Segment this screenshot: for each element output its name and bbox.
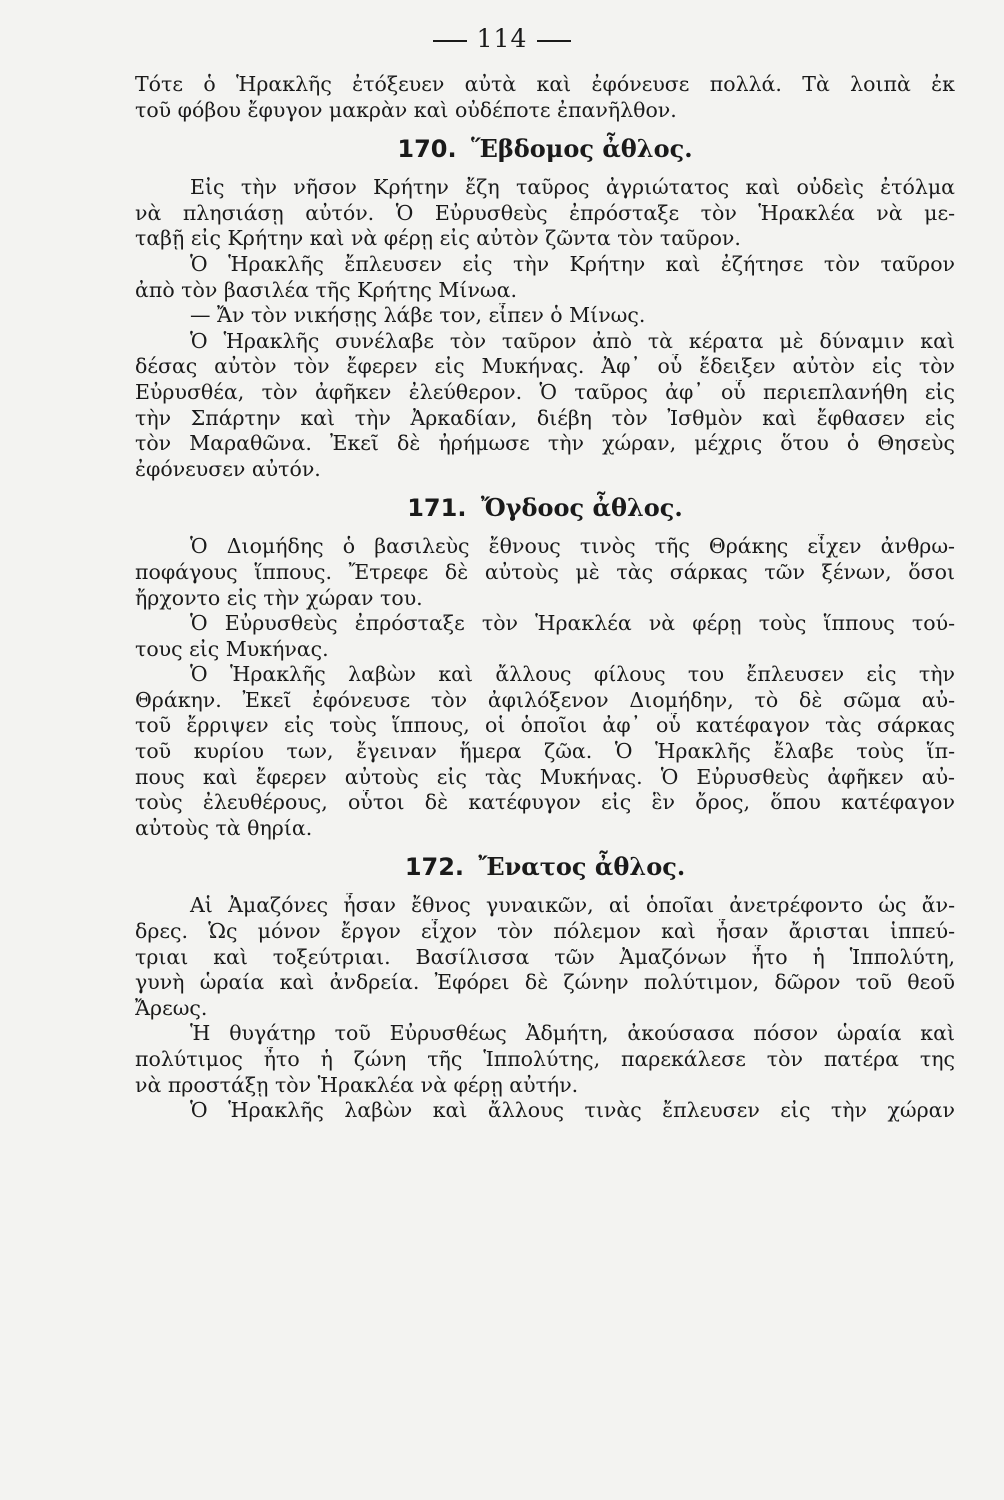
text-line: Ὁ Ἡρακλῆς λαβὼν καὶ ἄλλους φίλους του ἔπλευσεν εἰς τὴν: [190, 662, 955, 687]
text-line: πους καὶ ἔφερεν αὐτοὺς εἰς τὰς Μυκήνας. Ὁ Εὐρυσθεὺς ἀφῆκεν αὐ-: [135, 764, 955, 789]
text-line: τοῦ ἔρριψεν εἰς τοὺς ἵππους, οἱ ὁποῖοι ἀφ᾽ οὗ κατέφαγον τὰς σάρκας: [135, 713, 955, 738]
section-heading-170: [135, 123, 955, 175]
section-heading-171: [135, 482, 955, 534]
text-line: Θράκην. Ἐκεῖ ἐφόνευσε τὸν ἀφιλόξενον Διομήδην, τὸ δὲ σῶμα αὐ-: [135, 687, 955, 712]
text-line: τὸν Μαραθῶνα. Ἐκεῖ δὲ ἠρήμωσε τὴν χώραν, μέχρις ὅτου ὁ Θησεὺς: [135, 431, 955, 456]
text-line: Ὁ Εὐρυσθεὺς ἐπρόσταξε τὸν Ἡρακλέα νὰ φέρῃ τοὺς ἵππους τού-: [190, 611, 955, 636]
text-line: Εἰς τὴν νῆσον Κρήτην ἔζη ταῦρος ἀγριώτατος καὶ οὐδεὶς ἐτόλμα: [190, 175, 955, 200]
text-line: ταβῇ εἰς Κρήτην καὶ νὰ φέρῃ εἰς αὐτὸν ζῶντα τὸν ταῦρον.: [135, 226, 741, 251]
section-body-172: [135, 893, 955, 1123]
section-title: Ἔνατος ἆθλος.: [478, 852, 686, 882]
section-title: Ἕβδομος ἆθλος.: [470, 134, 693, 164]
section-number: 170.: [397, 135, 457, 164]
text-line: Εὐρυσθέα, τὸν ἀφῆκεν ἐλεύθερον. Ὁ ταῦρος ἀφ᾽ οὗ περιεπλανήθη εἰς: [135, 379, 955, 404]
text-line: Ὁ Ἡρακλῆς λαβὼν καὶ ἄλλους τινὰς ἔπλευσεν εἰς τὴν χώραν: [190, 1098, 955, 1123]
text-line: τὴν Σπάρτην καὶ τὴν Ἀρκαδίαν, διέβη τὸν Ἰσθμὸν καὶ ἔφθασεν εἰς: [135, 405, 955, 430]
section-body-170: [135, 175, 955, 482]
text-line: τοὺς ἐλευθέρους, οὗτοι δὲ κατέφυγον εἰς ἓν ὄρος, ὅπου κατέφαγον: [135, 790, 955, 815]
text-line: τριαι καὶ τοξεύτριαι. Βασίλισσα τῶν Ἀμαζόνων ἦτο ἡ Ἱππολύτη,: [135, 944, 955, 969]
section-heading-172: [135, 841, 955, 893]
text-line: Αἱ Ἀμαζόνες ἦσαν ἔθνος γυναικῶν, αἱ ὁποῖαι ἀνετρέφοντο ὡς ἄν-: [190, 893, 955, 918]
page-number: [0, 24, 1004, 53]
text-line: τοῦ φόβου ἔφυγον μακρὰν καὶ οὐδέποτε ἐπανῆλθον.: [135, 97, 677, 122]
text-line: γυνὴ ὡραία καὶ ἀνδρεία. Ἐφόρει δὲ ζώνην πολύτιμον, δῶρον τοῦ θεοῦ: [135, 970, 955, 995]
text-line: νὰ πλησιάσῃ αὐτόν. Ὁ Εὐρυσθεὺς ἐπρόσταξε τὸν Ἡρακλέα νὰ με-: [135, 200, 955, 225]
text-line: Τότε ὁ Ἡρακλῆς ἐτόξευεν αὐτὰ καὶ ἐφόνευσε πολλά. Τὰ λοιπὰ ἐκ: [135, 72, 955, 96]
text-line: αὐτοὺς τὰ θηρία.: [135, 815, 313, 840]
text-line: τοῦ κυρίου των, ἔγειναν ἥμερα ζῶα. Ὁ Ἡρακλῆς ἔλαβε τοὺς ἵπ-: [135, 739, 955, 764]
text-line: Ἄρεως.: [135, 995, 208, 1020]
text-line: — Ἄν τὸν νικήσῃς λάβε τον, εἶπεν ὁ Μίνως.: [190, 303, 646, 328]
page-number-dash-left: [433, 40, 467, 42]
text-line: νὰ προστάξῃ τὸν Ἡρακλέα νὰ φέρῃ αὐτήν.: [135, 1072, 579, 1097]
text-line: τους εἰς Μυκήνας.: [135, 636, 329, 661]
text-line: ἐφόνευσεν αὐτόν.: [135, 456, 321, 481]
section-number: 172.: [404, 853, 465, 882]
text-line: Ἡ θυγάτηρ τοῦ Εὐρυσθέως Ἀδμήτη, ἀκούσασα πόσον ὡραία καὶ: [190, 1021, 955, 1046]
text-line: ἀπὸ τὸν βασιλέα τῆς Κρήτης Μίνωα.: [135, 277, 517, 302]
text-line: Ὁ Ἡρακλῆς συνέλαβε τὸν ταῦρον ἀπὸ τὰ κέρατα μὲ δύναμιν καὶ: [190, 328, 955, 353]
section-number: 171.: [407, 494, 467, 523]
text-line: δρες. Ὡς μόνον ἔργον εἶχον τὸν πόλεμον καὶ ἦσαν ἄρισται ἱππεύ-: [135, 919, 955, 944]
text-line: Ὁ Ἡρακλῆς ἔπλευσεν εἰς τὴν Κρήτην καὶ ἐζήτησε τὸν ταῦρον: [190, 251, 955, 276]
section-title: Ὄγδοος ἆθλος.: [480, 493, 683, 523]
section-body-171: [135, 534, 955, 841]
text-line: ἤρχοντο εἰς τὴν χώραν του.: [135, 585, 423, 610]
page-body: [135, 72, 955, 1124]
page-number-value: 114: [476, 24, 528, 53]
text-line: πολύτιμος ἦτο ἡ ζώνη τῆς Ἱππολύτης, παρεκάλεσε τὸν πατέρα της: [135, 1047, 955, 1071]
page-number-dash-right: [537, 40, 571, 42]
text-line: ποφάγους ἵππους. Ἔτρεφε δὲ αὐτοὺς μὲ τὰς σάρκας τῶν ξένων, ὅσοι: [135, 559, 955, 584]
text-line: Ὁ Διομήδης ὁ βασιλεὺς ἔθνους τινὸς τῆς Θράκης εἶχεν ἀνθρω-: [190, 534, 955, 559]
text-line: δέσας αὐτὸν τὸν ἔφερεν εἰς Μυκήνας. Ἀφ᾽ οὗ ἔδειξεν αὐτὸν εἰς τὸν: [135, 354, 955, 379]
intro-paragraph: [135, 72, 955, 123]
